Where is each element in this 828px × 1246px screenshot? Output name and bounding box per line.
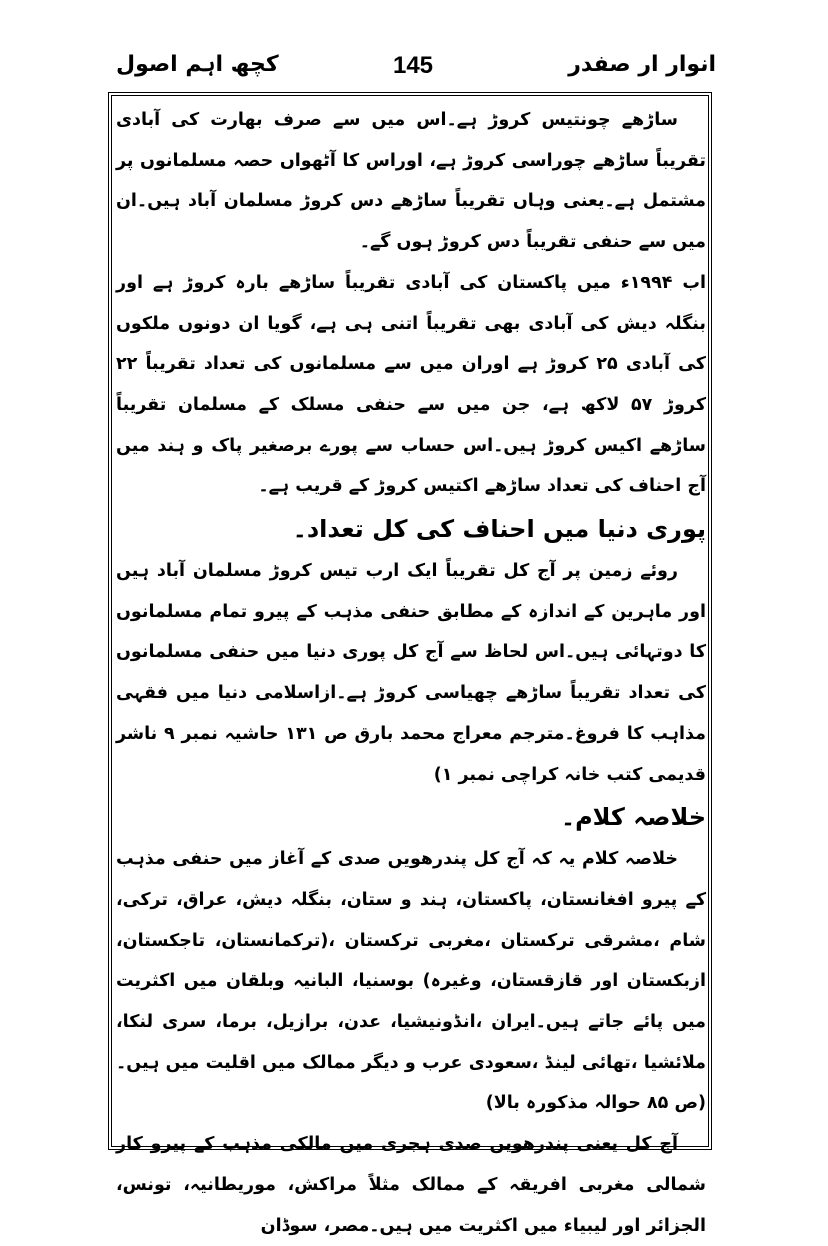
- paragraph-5: آج کل یعنی پندرھویں صدی ہجری میں مالکی مذہب کے پیرو کار شمالی مغربی افریقہ کے ممالک مثلاً مراکش، موریطانیہ، تونس، الجزائر اور لیبیاء میں اکثریت میں ہیں۔مصر، سوڈان: [116, 1134, 706, 1236]
- page-body: [116, 100, 707, 1236]
- chapter-title: کچھ اہم اصول: [116, 52, 279, 77]
- paragraph-1: ساڑھے چونتیس کروڑ ہے۔اس میں سے صرف بھارت کی آبادی تقریباً ساڑھے چوراسی کروڑ ہے، اوراس کا آٹھواں حصہ مسلمانوں پر مشتمل ہے۔یعنی وہاں تقریباً ساڑھے دس کروڑ مسلمان آباد ہیں۔ان میں سے حنفی تقریباً دس کروڑ ہوں گے۔: [116, 110, 706, 253]
- book-title: انوار ار صفدر: [568, 52, 716, 77]
- page-number: 145: [392, 52, 434, 79]
- page-header: [110, 52, 716, 92]
- paragraph-4: خلاصہ کلام یہ کہ آج کل پندرھویں صدی کے آغاز میں حنفی مذہب کے پیرو افغانستان، پاکستان، ہند و ستان، بنگلہ دیش، عراق، ترکی، شام ،مشرقی ترکستان ،مغربی ترکستان ،(ترکمانستان، تاجکستان، ازبکستان اور قازقستان، وغیرہ) بوسنیا، البانیہ وبلقان میں اکثریت میں پائے جاتے ہیں۔ایران ،انڈونیشیا، عدن، برازیل، برما، سری لنکا، ملائشیا ،تھائی لینڈ ،سعودی عرب و دیگر ممالک میں اقلیت میں ہیں۔(ص ۸۵ حوالہ مذکورہ بالا): [116, 849, 706, 1114]
- section-heading-conclusion: خلاصہ کلام۔: [561, 803, 706, 832]
- section-heading-world-hanafi-count: پوری دنیا میں احناف کی کل تعداد۔: [292, 515, 706, 544]
- paragraph-3: روئے زمین پر آج کل تقریباً ایک ارب تیس کروڑ مسلمان آباد ہیں اور ماہرین کے اندازہ کے مطابق حنفی مذہب کے پیرو تمام مسلمانوں کا دوتہائی ہیں۔اس لحاظ سے آج کل پوری دنیا میں حنفی مسلمانوں کی تعداد تقریباً ساڑھے چھیاسی کروڑ ہے۔ازاسلامی دنیا میں فقہی مذاہب کا فروغ۔مترجم معراج محمد بارق ص ۱۳۱ حاشیہ نمبر ۹ ناشر قدیمی کتب خانہ کراچی نمبر ۱): [116, 561, 706, 785]
- paragraph-2: اب ۱۹۹۴ء میں پاکستان کی آبادی تقریباً ساڑھے بارہ کروڑ ہے اور بنگلہ دیش کی آبادی بھی تقریباً اتنی ہی ہے، گویا ان دونوں ملکوں کی آبادی ۲۵ کروڑ ہے اوران میں سے مسلمانوں کی تعداد تقریباً ۲۲ کروڑ ۵۷ لاکھ ہے، جن میں سے حنفی مسلک کے مسلمان تقریباً ساڑھے اکیس کروڑ ہیں۔اس حساب سے پورے برصغیر پاک و ہند میں آج احناف کی تعداد ساڑھے اکتیس کروڑ کے قریب ہے۔: [116, 272, 707, 497]
